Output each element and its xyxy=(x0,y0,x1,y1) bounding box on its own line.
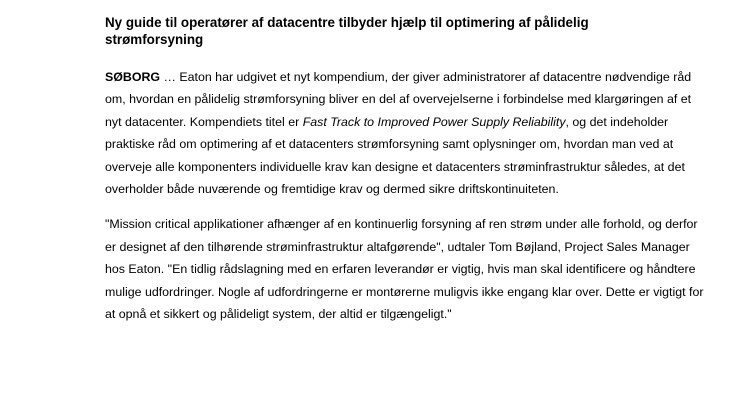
headline: Ny guide til operatører af datacentre tilbyder hjælp til optimering af pålidelig strømforsyning xyxy=(105,15,589,47)
dateline: SØBORG xyxy=(105,70,161,84)
paragraph-1-text-after-title: , og det indeholder praktiske råd om optimering af et datacenters strømforsyning samt oplysninger om, hvordan man ved at overveje alle komponenters individuelle krav kan designe et datacenters strøminfrastruktur således, at det overholder både nuværende og fremtidige krav og dermed sikre driftskontinuiteten. xyxy=(105,114,685,197)
guide-title: Fast Track to Improved Power Supply Reliability xyxy=(302,114,566,129)
paragraph-1-text-before-title: … Eaton har udgivet et nyt kompendium, der giver administratorer af datacentre nødvendige råd om, hvordan en pålidelig strømforsyning bliver en del af overvejelserne i forbindelse med klargøringen af et nyt datacenter. Kompendiets titel er xyxy=(105,70,692,129)
body-paragraph-1 xyxy=(105,66,705,200)
body-paragraph-2: "Mission critical applikationer afhænger af en kontinuerlig forsyning af ren strøm under alle forhold, og derfor er designet af den tilhørende strøminfrastruktur altafgørende", udtaler Tom Bøjland, Project Sales Manager hos Eaton. "En tidlig rådslagning med en erfaren leverandør er vigtig, hvis man skal identificere og håndtere mulige udfordringer. Nogle af udfordringerne er montørerne muligvis ikke engang klar over. Dette er vigtigt for at opnå et sikkert og pålideligt system, der altid er tilgængeligt." xyxy=(105,217,704,322)
